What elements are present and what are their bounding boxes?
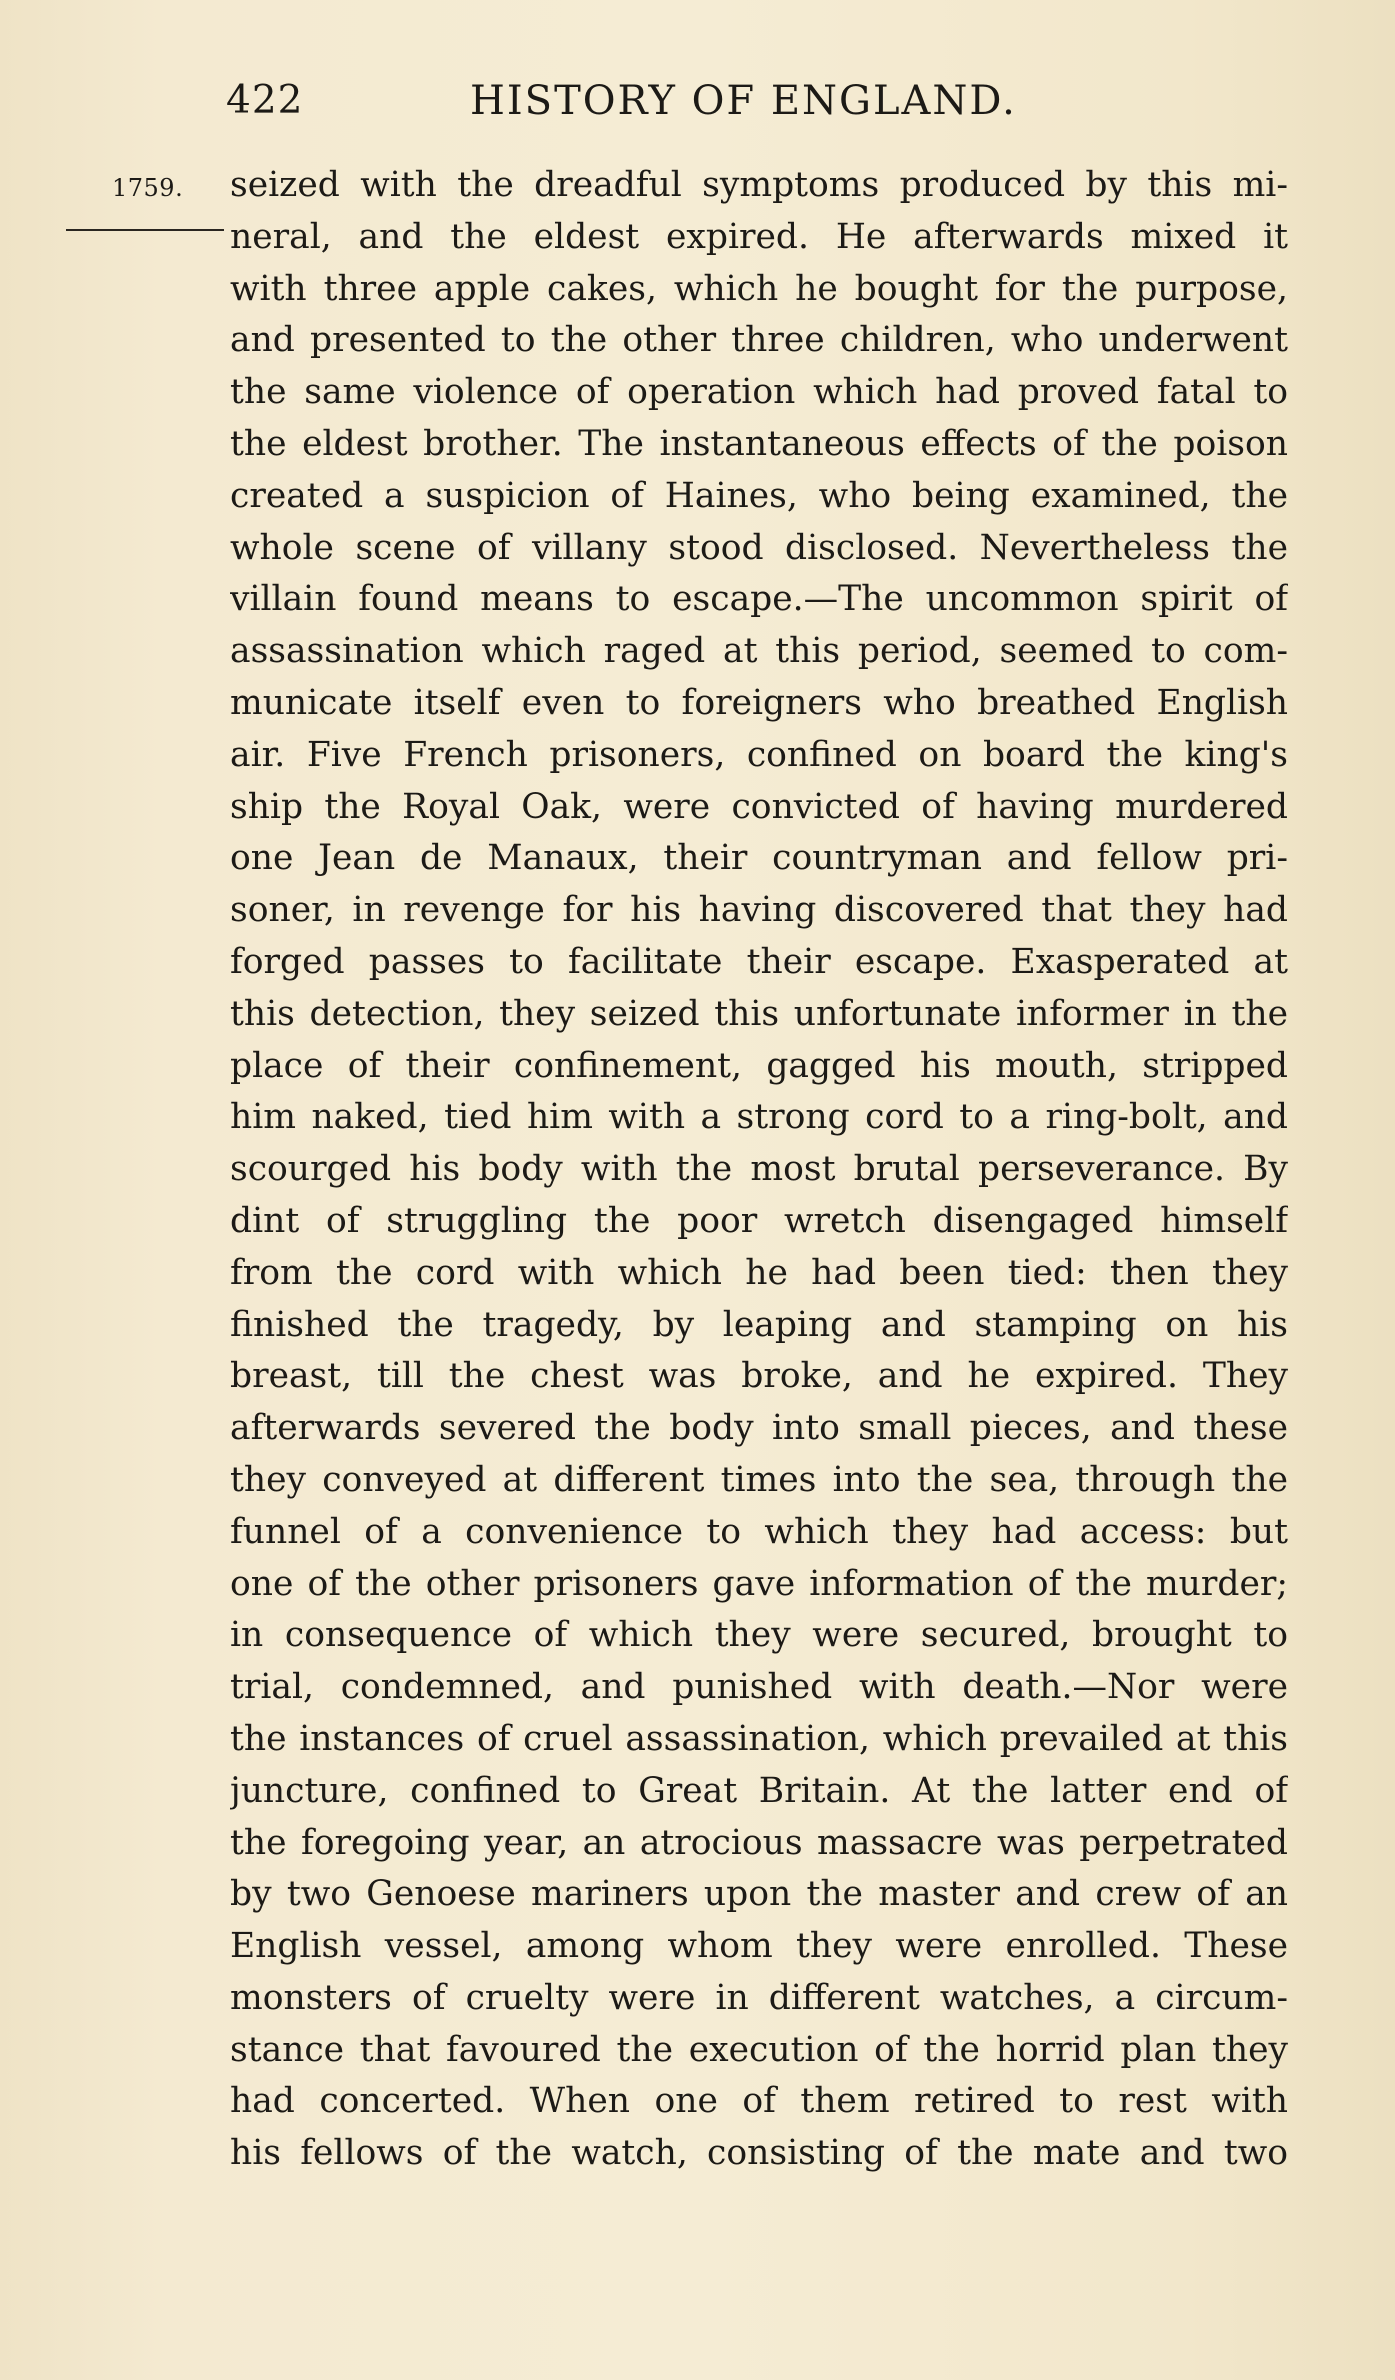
page-header	[0, 78, 1395, 138]
page-number: 422	[226, 78, 304, 123]
text-line: created a suspicion of Haines, who being examined, the	[230, 475, 1288, 516]
text-line: air. Five French prisoners, confined on board the king's	[230, 734, 1288, 775]
margin-year: 1759.	[112, 174, 184, 202]
text-line: juncture, confined to Great Britain. At the latter end of	[230, 1770, 1288, 1811]
text-line: with three apple cakes, which he bought for the purpose,	[230, 268, 1288, 309]
text-line: his fellows of the watch, consisting of the mate and two	[230, 2133, 1288, 2174]
text-line: assassination which raged at this period, seemed to com-	[230, 631, 1288, 672]
text-line: and presented to the other three children, who underwent	[230, 320, 1288, 361]
text-line: soner, in revenge for his having discovered that they had	[230, 890, 1288, 931]
text-line: seized with the dreadful symptoms produced by this mi-	[230, 165, 1288, 205]
text-line: municate itself even to foreigners who breathed English	[230, 682, 1288, 723]
text-line: the foregoing year, an atrocious massacre was perpetrated	[230, 1822, 1288, 1863]
text-line: trial, condemned, and punished with death.—Nor were	[230, 1667, 1288, 1708]
text-line: the same violence of operation which had proved fatal to	[230, 372, 1288, 413]
running-title: HISTORY OF ENGLAND.	[470, 78, 1017, 124]
text-line: whole scene of villany stood disclosed. Nevertheless the	[230, 527, 1288, 568]
text-line: by two Genoese mariners upon the master and crew of an	[230, 1874, 1288, 1915]
text-line: place of their confinement, gagged his mouth, stripped	[230, 1045, 1288, 1086]
body-text	[230, 160, 1288, 2180]
text-line: from the cord with which he had been tied: then they	[230, 1252, 1288, 1293]
text-line: afterwards severed the body into small pieces, and these	[230, 1408, 1288, 1449]
text-line: in consequence of which they were secured, brought to	[230, 1615, 1288, 1656]
text-line: ship the Royal Oak, were convicted of having murdered	[230, 786, 1288, 827]
text-line: funnel of a convenience to which they had access: but	[230, 1511, 1288, 1552]
margin-rule	[66, 229, 224, 231]
text-line: one Jean de Manaux, their countryman and fellow pri-	[230, 838, 1288, 879]
text-line: him naked, tied him with a strong cord to a ring-bolt, and	[230, 1097, 1288, 1138]
text-line: had concerted. When one of them retired to rest with	[230, 2081, 1288, 2122]
text-line: the instances of cruel assassination, which prevailed at this	[230, 1718, 1288, 1759]
text-line: this detection, they seized this unfortunate informer in the	[230, 993, 1288, 1034]
text-line: forged passes to facilitate their escape. Exasperated at	[230, 941, 1288, 982]
text-line: one of the other prisoners gave information of the murder;	[230, 1563, 1288, 1604]
text-line: stance that favoured the execution of the horrid plan they	[230, 2029, 1288, 2070]
text-line: scourged his body with the most brutal perseverance. By	[230, 1149, 1288, 1190]
text-line: breast, till the chest was broke, and he expired. They	[230, 1356, 1288, 1397]
text-line: they conveyed at different times into the sea, through the	[230, 1459, 1288, 1500]
text-line: villain found means to escape.—The uncommon spirit of	[230, 579, 1288, 620]
text-line: dint of struggling the poor wretch disengaged himself	[230, 1200, 1288, 1241]
text-line: English vessel, among whom they were enrolled. These	[230, 1926, 1288, 1967]
text-line: the eldest brother. The instantaneous effects of the poison	[230, 423, 1288, 464]
text-line: monsters of cruelty were in different watches, a circum-	[230, 1977, 1288, 2018]
text-line: neral, and the eldest expired. He afterwards mixed it	[230, 216, 1288, 257]
text-line: finished the tragedy, by leaping and stamping on his	[230, 1304, 1288, 1345]
